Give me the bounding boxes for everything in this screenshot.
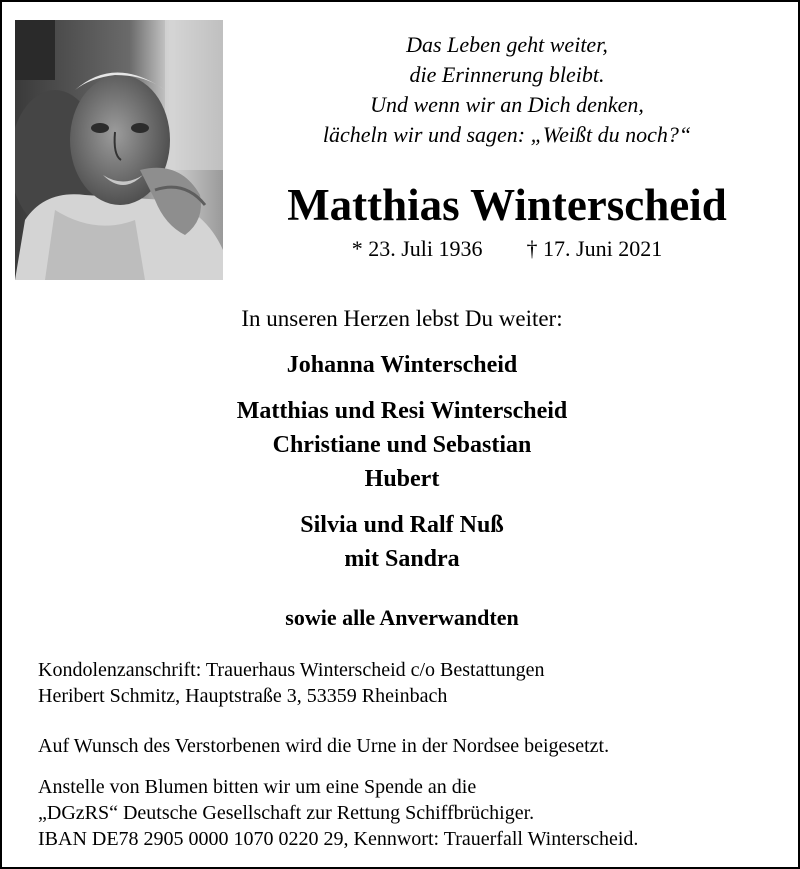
mourner-name: Hubert <box>364 466 440 492</box>
relatives-line: sowie alle Anverwandten <box>285 605 519 630</box>
address-line: Heribert Schmitz, Hauptstraße 3, 53359 Rheinbach <box>38 685 448 707</box>
poem-line: Und wenn wir an Dich denken, <box>370 92 644 117</box>
death-date: † 17. Juni 2021 <box>526 236 663 261</box>
mourner-name: Matthias und Resi Winterscheid <box>236 398 568 424</box>
poem-line: lächeln wir und sagen: „Weißt du noch?“ <box>322 122 692 147</box>
address-line: Kondolenzanschrift: Trauerhaus Winterscheid c/o Bestattungen <box>38 659 545 681</box>
donation-line: IBAN DE78 2905 0000 1070 0220 29, Kennwort: Trauerfall Winterscheid. <box>38 828 639 850</box>
poem-line: Das Leben geht weiter, <box>406 32 608 57</box>
poem-line: die Erinnerung bleibt. <box>409 62 605 87</box>
mourner-group <box>2 508 800 576</box>
birth-date: * 23. Juli 1936 <box>351 236 483 261</box>
condolence-address <box>38 657 778 709</box>
mourners-list <box>2 348 800 588</box>
mourner-group <box>2 394 800 496</box>
urn-note <box>38 733 778 759</box>
mourner-name: mit Sandra <box>344 546 460 572</box>
life-dates <box>234 234 780 264</box>
poem <box>234 30 780 150</box>
intro-line: In unseren Herzen lebst Du weiter: <box>241 306 563 331</box>
mourner-name: Silvia und Ralf Nuß <box>300 512 504 538</box>
donation-request <box>38 774 778 852</box>
donation-line: „DGzRS“ Deutsche Gesellschaft zur Rettung Schiffbrüchiger. <box>38 802 535 824</box>
donation-line: Anstelle von Blumen bitten wir um eine Spende an die <box>38 776 477 798</box>
urn-note-text: Auf Wunsch des Verstorbenen wird die Urne in der Nordsee beigesetzt. <box>38 735 610 757</box>
mourner-name: Christiane und Sebastian <box>272 432 532 458</box>
portrait-photo <box>15 20 223 280</box>
mourner-name: Johanna Winterscheid <box>286 352 518 378</box>
mourner-group <box>2 348 800 382</box>
deceased-name: Matthias Winterscheid <box>287 180 727 230</box>
